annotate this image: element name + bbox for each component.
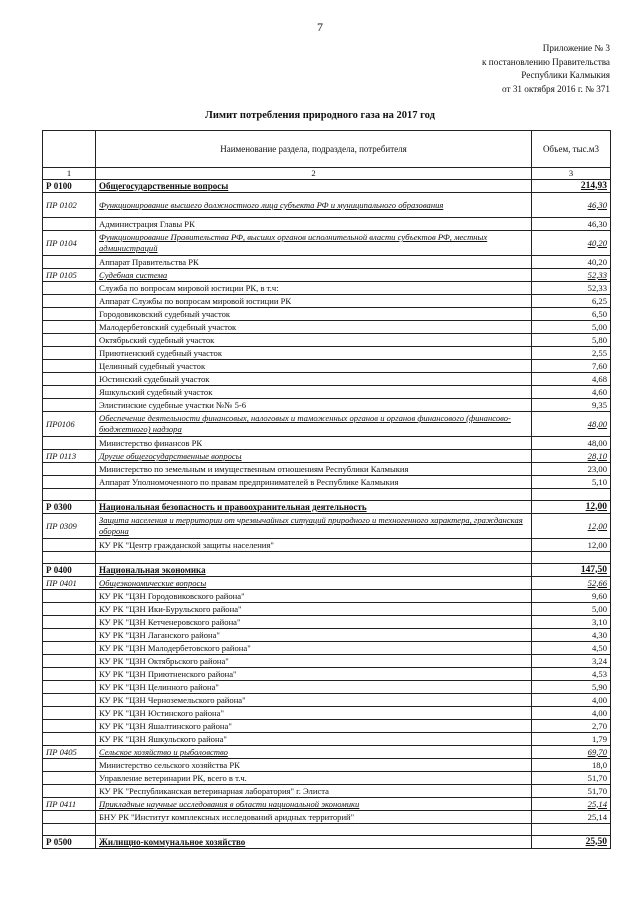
table-row — [43, 218, 611, 231]
row-code: ПР 0105 — [43, 269, 96, 282]
row-code — [43, 282, 96, 295]
row-code — [43, 655, 96, 668]
row-volume: 2,55 — [532, 347, 611, 360]
row-volume: 25,50 — [532, 836, 611, 849]
row-code — [43, 629, 96, 642]
row-code — [43, 616, 96, 629]
row-volume: 25,14 — [532, 811, 611, 824]
row-volume: 5,00 — [532, 321, 611, 334]
table-row — [43, 347, 611, 360]
row-volume: 9,35 — [532, 399, 611, 412]
row-name: КУ РК "ЦЗН Целинного района" — [96, 681, 532, 694]
row-name: Малодербетовский судебный участок — [96, 321, 532, 334]
row-code — [43, 668, 96, 681]
row-code — [43, 218, 96, 231]
table-row — [43, 386, 611, 399]
row-code — [43, 308, 96, 321]
row-code — [43, 463, 96, 476]
table-row — [43, 785, 611, 798]
table-row — [43, 772, 611, 785]
row-volume: 4,60 — [532, 386, 611, 399]
table-row — [43, 476, 611, 489]
table-row — [43, 707, 611, 720]
row-name: Другие общегосударственные вопросы — [96, 450, 532, 463]
row-volume: 9,60 — [532, 590, 611, 603]
row-code — [43, 386, 96, 399]
row-code — [43, 590, 96, 603]
row-code — [43, 476, 96, 489]
row-name: КУ РК "ЦЗН Яшкульского района" — [96, 733, 532, 746]
row-code: ПР 0309 — [43, 514, 96, 539]
row-volume: 12,00 — [532, 514, 611, 539]
row-volume: 5,90 — [532, 681, 611, 694]
row-name: Защита населения и территории от чрезвычайных ситуаций природного и техногенного характера, гражданская оборона — [96, 514, 532, 539]
table-row — [43, 334, 611, 347]
table-row — [43, 590, 611, 603]
row-volume: 52,66 — [532, 577, 611, 590]
row-volume: 5,00 — [532, 603, 611, 616]
row-name: КУ РК "ЦЗН Ики-Бурульского района" — [96, 603, 532, 616]
row-volume — [532, 489, 611, 501]
header-line: Республики Калмыкия — [521, 70, 610, 80]
section-row — [43, 180, 611, 193]
gas-limit-table — [42, 130, 611, 849]
row-name: Жилищно-коммунальное хозяйство — [96, 836, 532, 849]
row-name: КУ РК "ЦЗН Юстинского района" — [96, 707, 532, 720]
row-volume: 6,25 — [532, 295, 611, 308]
subsection-row — [43, 450, 611, 463]
row-name: КУ РК "ЦЗН Кетченеровского района" — [96, 616, 532, 629]
row-code: ПР 0104 — [43, 231, 96, 256]
row-code — [43, 347, 96, 360]
row-code — [43, 759, 96, 772]
row-code — [43, 552, 96, 564]
row-name: Элистинские судебные участки №№ 5-6 — [96, 399, 532, 412]
subsection-row — [43, 577, 611, 590]
table-row — [43, 629, 611, 642]
section-row — [43, 836, 611, 849]
table-row — [43, 655, 611, 668]
table-row — [43, 360, 611, 373]
row-name: Судебная система — [96, 269, 532, 282]
row-code — [43, 733, 96, 746]
subsection-row — [43, 231, 611, 256]
row-code — [43, 539, 96, 552]
row-volume: 48,00 — [532, 437, 611, 450]
subsection-row — [43, 798, 611, 811]
row-volume: 28,10 — [532, 450, 611, 463]
row-code: ПР 0405 — [43, 746, 96, 759]
row-volume: 5,80 — [532, 334, 611, 347]
row-code — [43, 694, 96, 707]
row-volume: 4,00 — [532, 707, 611, 720]
subsection-row — [43, 746, 611, 759]
row-code — [43, 720, 96, 733]
row-volume: 46,30 — [532, 193, 611, 218]
table-row — [43, 295, 611, 308]
table-row — [43, 321, 611, 334]
row-name: КУ РК "ЦЗН Городовиковского района" — [96, 590, 532, 603]
row-name: Обеспечение деятельности финансовых, налоговых и таможенных органов и органов финансового (финансово-бюджетного) надзора — [96, 412, 532, 437]
section-row — [43, 564, 611, 577]
subsection-row — [43, 193, 611, 218]
table-row — [43, 616, 611, 629]
document-header — [482, 42, 610, 96]
row-code — [43, 321, 96, 334]
row-name: КУ РК "ЦЗН Приютненского района" — [96, 668, 532, 681]
row-volume: 12,00 — [532, 501, 611, 514]
header-line: Приложение № 3 — [542, 43, 610, 53]
row-volume: 6,50 — [532, 308, 611, 321]
row-name: Аппарат Службы по вопросам мировой юстиции РК — [96, 295, 532, 308]
column-header-name: Наименование раздела, подраздела, потребителя — [96, 131, 532, 168]
row-name: Сельское хозяйство и рыболовство — [96, 746, 532, 759]
row-volume: 51,70 — [532, 772, 611, 785]
row-code — [43, 824, 96, 836]
section-row — [43, 501, 611, 514]
row-code — [43, 489, 96, 501]
table-row — [43, 399, 611, 412]
row-volume — [532, 552, 611, 564]
row-name: Прикладные научные исследования в области национальной экономики — [96, 798, 532, 811]
table-row — [43, 733, 611, 746]
row-name: Национальная экономика — [96, 564, 532, 577]
subsection-row — [43, 269, 611, 282]
row-volume: 3,24 — [532, 655, 611, 668]
row-name: Министерство по земельным и имущественным отношениям Республики Калмыкия — [96, 463, 532, 476]
row-code: ПР 0113 — [43, 450, 96, 463]
row-code — [43, 360, 96, 373]
row-code: ПР 0102 — [43, 193, 96, 218]
row-name: Аппарат Правительства РК — [96, 256, 532, 269]
column-number-row — [43, 168, 611, 180]
row-code — [43, 295, 96, 308]
row-volume: 2,70 — [532, 720, 611, 733]
column-header-code — [43, 131, 96, 168]
column-number: 2 — [96, 168, 532, 180]
table-row — [43, 308, 611, 321]
table-row — [43, 603, 611, 616]
row-name: КУ РК "ЦЗН Лаганского района" — [96, 629, 532, 642]
table-row — [43, 463, 611, 476]
row-name: Октябрьский судебный участок — [96, 334, 532, 347]
row-code: ПР0106 — [43, 412, 96, 437]
row-name: Общеэкономические вопросы — [96, 577, 532, 590]
row-code: Р 0300 — [43, 501, 96, 514]
row-name: Министерство финансов РК — [96, 437, 532, 450]
row-name: Служба по вопросам мировой юстиции РК, в т.ч: — [96, 282, 532, 295]
row-name: Городовиковский судебный участок — [96, 308, 532, 321]
row-code — [43, 399, 96, 412]
row-volume: 4,50 — [532, 642, 611, 655]
row-name — [96, 552, 532, 564]
row-name: Юстинский судебный участок — [96, 373, 532, 386]
row-name: Министерство сельского хозяйства РК — [96, 759, 532, 772]
table-row — [43, 759, 611, 772]
row-code: Р 0500 — [43, 836, 96, 849]
row-volume: 40,20 — [532, 256, 611, 269]
row-code: Р 0400 — [43, 564, 96, 577]
row-volume: 18,0 — [532, 759, 611, 772]
row-name: Целинный судебный участок — [96, 360, 532, 373]
row-code — [43, 707, 96, 720]
document-title: Лимит потребления природного газа на 2017 год — [205, 110, 435, 121]
row-volume: 12,00 — [532, 539, 611, 552]
row-name: КУ РК "Республиканская ветеринарная лаборатория" г. Элиста — [96, 785, 532, 798]
row-volume: 1,79 — [532, 733, 611, 746]
row-name: Функционирование высшего должностного лица субъекта РФ и муниципального образования — [96, 193, 532, 218]
row-code — [43, 256, 96, 269]
subsection-row — [43, 412, 611, 437]
column-number: 1 — [43, 168, 96, 180]
row-name: КУ РК "ЦЗН Черноземельского района" — [96, 694, 532, 707]
row-code — [43, 681, 96, 694]
row-code: Р 0100 — [43, 180, 96, 193]
row-code — [43, 373, 96, 386]
row-volume: 147,50 — [532, 564, 611, 577]
table-row — [43, 437, 611, 450]
row-code: ПР 0411 — [43, 798, 96, 811]
table-row — [43, 681, 611, 694]
row-name: КУ РК "ЦЗН Яшалтинского района" — [96, 720, 532, 733]
row-name: Управление ветеринарии РК, всего в т.ч. — [96, 772, 532, 785]
row-name: КУ РК "Центр гражданской защиты населения" — [96, 539, 532, 552]
row-volume: 5,10 — [532, 476, 611, 489]
column-number: 3 — [532, 168, 611, 180]
row-code — [43, 811, 96, 824]
table-header-row — [43, 131, 611, 168]
header-line: к постановлению Правительства — [482, 56, 610, 67]
row-volume: 4,53 — [532, 668, 611, 681]
header-line: от 31 октября 2016 г. № 371 — [502, 83, 610, 94]
row-code — [43, 603, 96, 616]
row-volume: 52,33 — [532, 269, 611, 282]
row-name: Приютненский судебный участок — [96, 347, 532, 360]
table-row — [43, 642, 611, 655]
table-row — [43, 720, 611, 733]
row-code — [43, 642, 96, 655]
table-row — [43, 694, 611, 707]
row-name: БНУ РК "Институт комплексных исследований аридных территорий" — [96, 811, 532, 824]
table-row — [43, 282, 611, 295]
row-name: Общегосударственные вопросы — [96, 180, 532, 193]
row-name — [96, 824, 532, 836]
row-volume: 48,00 — [532, 412, 611, 437]
row-name: Национальная безопасность и правоохранительная деятельность — [96, 501, 532, 514]
row-volume: 69,70 — [532, 746, 611, 759]
spacer-row — [43, 552, 611, 564]
row-code — [43, 772, 96, 785]
row-volume: 214,93 — [532, 180, 611, 193]
row-name: КУ РК "ЦЗН Малодербетовского района" — [96, 642, 532, 655]
row-volume: 4,00 — [532, 694, 611, 707]
row-volume: 52,33 — [532, 282, 611, 295]
row-name: Администрация Главы РК — [96, 218, 532, 231]
row-name — [96, 489, 532, 501]
row-volume: 23,00 — [532, 463, 611, 476]
row-name: Функционирование Правительства РФ, высших органов исполнительной власти субъектов РФ, местных администраций — [96, 231, 532, 256]
row-volume: 46,30 — [532, 218, 611, 231]
row-volume: 7,60 — [532, 360, 611, 373]
table-row — [43, 539, 611, 552]
row-name: КУ РК "ЦЗН Октябрьского района" — [96, 655, 532, 668]
row-volume — [532, 824, 611, 836]
row-code — [43, 785, 96, 798]
table-row — [43, 256, 611, 269]
row-volume: 4,68 — [532, 373, 611, 386]
table-row — [43, 373, 611, 386]
page-number: 7 — [317, 20, 323, 34]
spacer-row — [43, 824, 611, 836]
row-name: Яшкульский судебный участок — [96, 386, 532, 399]
column-header-volume: Объем, тыс.м3 — [532, 131, 611, 168]
row-name: Аппарат Уполномоченного по правам предпринимателей в Республике Калмыкия — [96, 476, 532, 489]
row-volume: 25,14 — [532, 798, 611, 811]
row-volume: 3,10 — [532, 616, 611, 629]
row-code — [43, 437, 96, 450]
subsection-row — [43, 514, 611, 539]
spacer-row — [43, 489, 611, 501]
row-volume: 40,20 — [532, 231, 611, 256]
table-row — [43, 811, 611, 824]
row-volume: 51,70 — [532, 785, 611, 798]
row-volume: 4,30 — [532, 629, 611, 642]
row-code — [43, 334, 96, 347]
row-code: ПР 0401 — [43, 577, 96, 590]
table-row — [43, 668, 611, 681]
